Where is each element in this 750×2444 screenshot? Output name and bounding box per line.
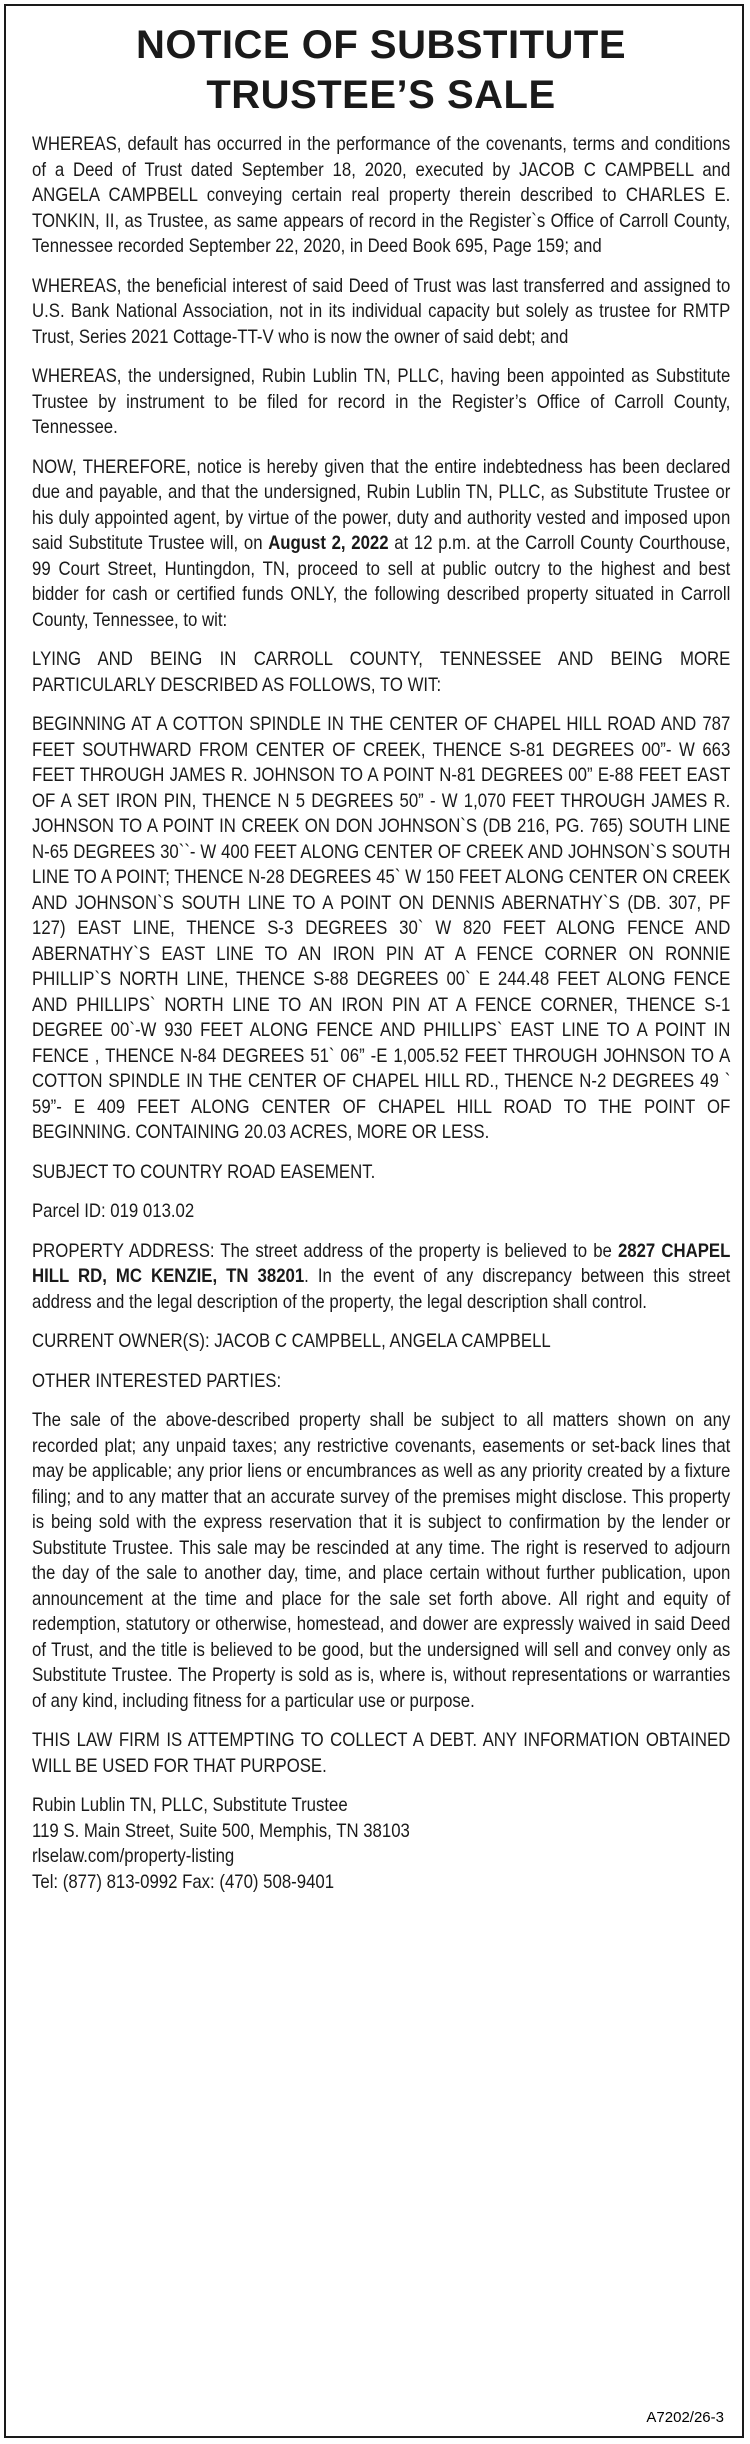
paragraph-whereas-substitute: WHEREAS, the undersigned, Rubin Lublin TN, PLLC, having been appointed as Substitute Trustee by instrument to be filed for record in the Register’s Office of Carroll County, Tennessee.: [32, 365, 731, 438]
paragraph-parcel-id: Parcel ID: 019 013.02: [32, 1200, 195, 1222]
signature-phone-fax: Tel: (877) 813-0992 Fax: (470) 508-9401: [32, 1870, 335, 1893]
now-therefore-text-1: NOW, THEREFORE, notice is hereby given that the entire indebtedness has been declared due and payable, and that the undersigned, Rubin Lublin TN, PLLC, as Substitute Trustee or his duly appointed agent, by virtue of the power, duty and authority vested and imposed upon said Substitute Trustee will, on: [32, 455, 731, 554]
sale-date: August 2, 2022: [268, 532, 389, 554]
paragraph-property-address: [32, 1239, 730, 1316]
notice-body: [32, 132, 730, 1895]
property-address-text-1: PROPERTY ADDRESS: The street address of the property is believed to be: [32, 1239, 618, 1262]
signature-firm: Rubin Lublin TN, PLLC, Substitute Trustee: [32, 1794, 348, 1816]
signature-website: rlselaw.com/property-listing: [32, 1845, 235, 1867]
notice-title: [32, 20, 730, 120]
title-line-2: TRUSTEE’S SALE: [206, 73, 556, 117]
property-address-text-2: . In the event of any discrepancy between this street address and the legal description of the property, the legal description shall control.: [32, 1265, 731, 1313]
signature-block: [32, 1793, 730, 1895]
paragraph-subject-to: SUBJECT TO COUNTRY ROAD EASEMENT.: [32, 1160, 376, 1183]
paragraph-current-owners: CURRENT OWNER(S): JACOB C CAMPBELL, ANGELA CAMPBELL: [32, 1330, 551, 1352]
paragraph-debt-collector: THIS LAW FIRM IS ATTEMPTING TO COLLECT A DEBT. ANY INFORMATION OBTAINED WILL BE USED FOR THAT PURPOSE.: [32, 1729, 731, 1777]
paragraph-whereas-default: WHEREAS, default has occurred in the performance of the covenants, terms and conditions of a Deed of Trust dated September 18, 2020, executed by JACOB C CAMPBELL and ANGELA CAMPBELL conveying certain real property therein described to CHARLES E. TONKIN, II, as Trustee, as same appears of record in the Register`s Office of Carroll County, Tennessee recorded September 22, 2020, in Deed Book 695, Page 159; and: [32, 133, 731, 257]
paragraph-whereas-beneficial: WHEREAS, the beneficial interest of said Deed of Trust was last transferred and assigned to U.S. Bank National Association, not in its individual capacity but solely as trustee for RMTP Trust, Series 2021 Cottage-TT-V who is now the owner of said debt; and: [32, 274, 731, 348]
reference-number: A7202/26-3: [646, 2409, 724, 2426]
property-address: 2827 CHAPEL HILL RD, MC KENZIE, TN 38201: [32, 1239, 731, 1287]
notice-content: [32, 20, 730, 1909]
signature-address: 119 S. Main Street, Suite 500, Memphis, TN 38103: [32, 1819, 410, 1842]
paragraph-lying-and-being: LYING AND BEING IN CARROLL COUNTY, TENNESSEE AND BEING MORE PARTICULARLY DESCRIBED AS FOLLOWS, TO WIT:: [32, 648, 731, 696]
paragraph-other-parties: OTHER INTERESTED PARTIES:: [32, 1369, 282, 1392]
paragraph-sale-terms: The sale of the above-described property shall be subject to all matters shown on any recorded plat; any unpaid taxes; any restrictive covenants, easements or set-back lines that may be applicable; any prior liens or encumbrances as well as any priority created by a fixture filing; and to any matter that an accurate survey of the premises might disclose. This property is being sold with the express reservation that it is subject to confirmation by the lender or Substitute Trustee. This sale may be rescinded at any time. The right is reserved to adjourn the day of the sale to another day, time, and place certain without further publication, upon announcement at the time and place for the sale set forth above. All right and equity of redemption, statutory or otherwise, homestead, and dower are expressly waived in said Deed of Trust, and the title is believed to be good, but the undersigned will sell and convey only as Substitute Trustee. The Property is sold as is, where is, without representations or warranties of any kind, including fitness for a particular use or purpose.: [32, 1409, 731, 1712]
paragraph-legal-description: BEGINNING AT A COTTON SPINDLE IN THE CENTER OF CHAPEL HILL ROAD AND 787 FEET SOUTHWARD FROM CENTER OF CREEK, THENCE S-81 DEGREES 00”- W 663 FEET THROUGH JAMES R. JOHNSON TO A POINT N-81 DEGREES 00” E-88 FEET EAST OF A SET IRON PIN, THENCE N 5 DEGREES 50” - W 1,070 FEET THROUGH JAMES R. JOHNSON TO A POINT IN CREEK ON DON JOHNSON`S (DB 216, PG. 765) SOUTH LINE N-65 DEGREES 30``- W 400 FEET ALONG CENTER OF CREEK AND JOHNSON`S SOUTH LINE TO A POINT; THENCE N-28 DEGREES 45` W 150 FEET ALONG CENTER ON CREEK AND JOHNSON`S SOUTH LINE TO A POINT ON DENNIS ABERNATHY`S (DB. 307, PF 127) EAST LINE, THENCE S-3 DEGREES 30` W 820 FEET ALONG FENCE AND ABERNATHY`S EAST LINE TO AN IRON PIN AT A FENCE CORNER ON RONNIE PHILLIP`S NORTH LINE, THENCE S-88 DEGREES 00` E 244.48 FEET ALONG FENCE AND PHILLIPS` NORTH LINE TO AN IRON PIN AT A FENCE CORNER, THENCE S-1 DEGREE 00`-W 930 FEET ALONG FENCE AND PHILLIPS` EAST LINE TO A POINT IN FENCE , THENCE N-84 DEGREES 51` 06” -E 1,005.52 FEET THROUGH JOHNSON TO A COTTON SPINDLE IN THE CENTER OF CHAPEL HILL RD., THENCE N-2 DEGREES 49 ` 59”- E 409 FEET ALONG CENTER OF CHAPEL HILL ROAD TO THE POINT OF BEGINNING. CONTAINING 20.03 ACRES, MORE OR LESS.: [32, 713, 731, 1143]
now-therefore-text-2: at 12 p.m. at the Carroll County Courthouse, 99 Court Street, Huntingdon, TN, proceed to sell at public outcry to the highest and best bidder for cash or certified funds ONLY, the following described property situated in Carroll County, Tennessee, to wit:: [32, 532, 731, 631]
paragraph-now-therefore: [32, 455, 730, 634]
title-line-1: NOTICE OF SUBSTITUTE: [136, 23, 626, 67]
notice-border: [4, 4, 744, 2438]
